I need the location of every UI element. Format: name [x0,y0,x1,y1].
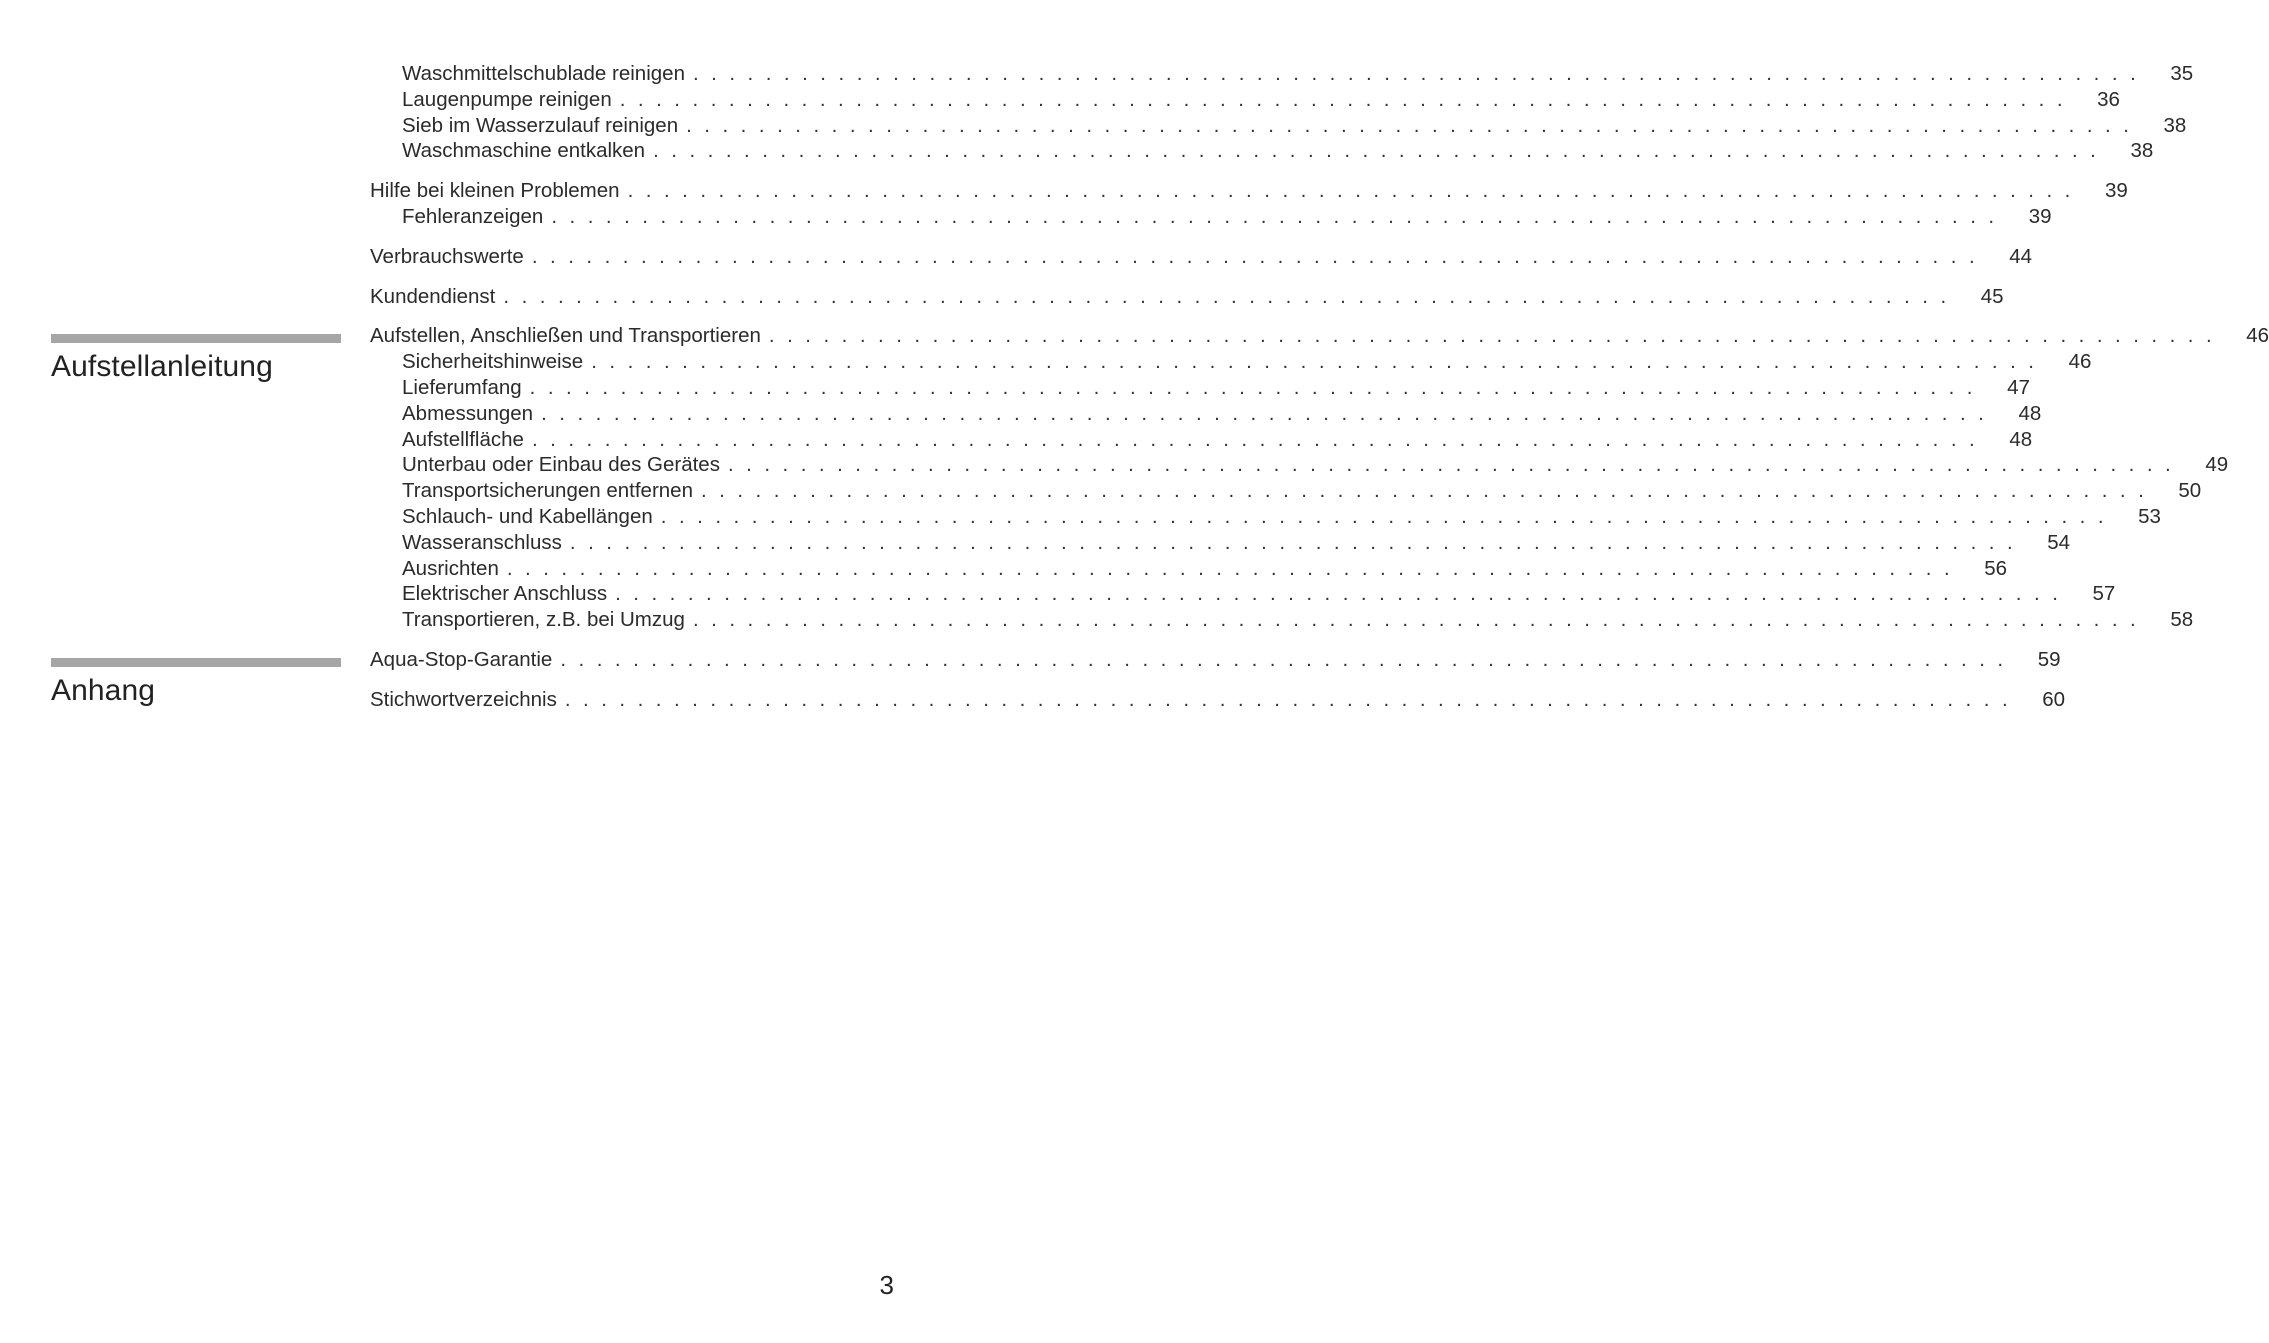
toc-entry-label: Aufstellen, Anschließen und Transportieren [370,324,761,348]
toc-entry-page: 59 [2037,647,2061,671]
toc-dot-leader: . . . . . . . . . . . . . . . . . . . . . . . . . . . . . . . . . . . . . . . . . . . . . . . . . . . . . . . . . . . . . . . . . . . . . . . . . . . . . . . . [619,87,2066,111]
toc-dot-leader: . . . . . . . . . . . . . . . . . . . . . . . . . . . . . . . . . . . . . . . . . . . . . . . . . . . . . . . . . . . . . . . . . . . . . . . . . . . . . . . . [768,324,2216,348]
toc-entry[interactable] [370,530,2071,556]
toc-entry-page: 44 [2009,244,2033,268]
toc-entry[interactable] [370,349,2092,375]
toc-dot-leader: . . . . . . . . . . . . . . . . . . . . . . . . . . . . . . . . . . . . . . . . . . . . . . . . . . . . . . . . . . . . . . . . . . . . . . . . . . . . . . . . [591,350,2038,374]
toc-entry-page: 48 [2018,401,2042,425]
toc-entry-label: Aqua-Stop-Garantie [370,647,553,671]
toc-entry-label: Ausrichten [402,556,499,580]
toc-entry[interactable] [370,204,2052,230]
toc-entry[interactable] [370,452,2229,478]
toc-entry-label: Hilfe bei kleinen Problemen [370,179,620,203]
toc-entry-page: 54 [2047,530,2071,554]
toc-entry[interactable] [370,581,2116,607]
toc-entry[interactable] [370,284,2004,310]
section-title: Anhang [51,674,156,707]
toc-dot-leader: . . . . . . . . . . . . . . . . . . . . . . . . . . . . . . . . . . . . . . . . . . . . . . . . . . . . . . . . . . . . . . . . . . . . . . . . . . . . . . . . [551,204,1998,228]
toc-dot-leader: . . . . . . . . . . . . . . . . . . . . . . . . . . . . . . . . . . . . . . . . . . . . . . . . . . . . . . . . . . . . . . . . . . . . . . . . . . . . . . . . [627,179,2074,203]
toc-entry-page: 39 [2104,179,2128,203]
toc-entry[interactable] [370,687,2066,713]
toc-dot-leader: . . . . . . . . . . . . . . . . . . . . . . . . . . . . . . . . . . . . . . . . . . . . . . . . . . . . . . . . . . . . . . . . . . . . . . . . . . . . . . . . [653,139,2100,163]
toc-entry-label: Sicherheitshinweise [402,350,584,374]
toc-group [370,244,2033,270]
section-bar [51,334,341,343]
toc-entry-page: 50 [2178,479,2202,503]
toc-entry-page: 56 [1984,556,2008,580]
toc-entry-label: Fehleranzeigen [402,204,544,228]
toc-group [370,687,2066,713]
toc-entry[interactable] [370,647,2061,673]
toc-entry-page: 36 [2097,87,2120,111]
toc-entry-label: Waschmittelschublade reinigen [402,62,685,85]
toc-entry[interactable] [370,375,2030,401]
table-of-contents [370,61,2269,727]
toc-entry-label: Verbrauchswerte [370,244,524,268]
toc-entry-page: 35 [2170,62,2194,85]
toc-entry-label: Wasseranschluss [402,530,562,554]
toc-entry-page: 60 [2042,687,2066,711]
toc-entry-page: 49 [2205,453,2229,477]
toc-entry-label: Abmessungen [402,401,534,425]
toc-dot-leader: . . . . . . . . . . . . . . . . . . . . . . . . . . . . . . . . . . . . . . . . . . . . . . . . . . . . . . . . . . . . . . . . . . . . . . . . . . . . . . . . [560,647,2007,671]
toc-entry-label: Aufstellfläche [402,427,524,451]
toc-dot-leader: . . . . . . . . . . . . . . . . . . . . . . . . . . . . . . . . . . . . . . . . . . . . . . . . . . . . . . . . . . . . . . . . . . . . . . . . . . . . . . . . [503,284,1950,308]
toc-entry-label: Waschmaschine entkalken [402,139,646,163]
toc-entry[interactable] [370,178,2128,204]
toc-group [370,323,2269,633]
toc-entry[interactable] [370,244,2033,270]
section-bar [51,658,341,667]
toc-group [370,647,2061,673]
toc-dot-leader: . . . . . . . . . . . . . . . . . . . . . . . . . . . . . . . . . . . . . . . . . . . . . . . . . . . . . . . . . . . . . . . . . . . . . . . . . . . . . . . . [727,453,2175,477]
toc-dot-leader: . . . . . . . . . . . . . . . . . . . . . . . . . . . . . . . . . . . . . . . . . . . . . . . . . . . . . . . . . . . . . . . . . . . . . . . . . . . . . . . . [531,427,1979,451]
toc-entry-page: 45 [1980,284,2004,308]
toc-entry-page: 57 [2092,582,2116,606]
toc-group [370,284,2004,310]
toc-entry[interactable] [370,427,2033,453]
toc-dot-leader: . . . . . . . . . . . . . . . . . . . . . . . . . . . . . . . . . . . . . . . . . . . . . . . . . . . . . . . . . . . . . . . . . . . . . . . . . . . . . . . . [686,113,2133,137]
toc-entry-page: 38 [2130,139,2154,163]
section-heading-anhang [51,658,341,708]
toc-dot-leader: . . . . . . . . . . . . . . . . . . . . . . . . . . . . . . . . . . . . . . . . . . . . . . . . . . . . . . . . . . . . . . . . . . . . . . . . . . . . . . . . [531,244,1979,268]
section-title: Aufstellanleitung [51,350,273,383]
toc-entry[interactable] [370,61,2194,87]
toc-entry-page: 58 [2170,608,2194,632]
toc-entry[interactable] [370,113,2187,139]
toc-dot-leader: . . . . . . . . . . . . . . . . . . . . . . . . . . . . . . . . . . . . . . . . . . . . . . . . . . . . . . . . . . . . . . . . . . . . . . . . . . . . . . . . [564,687,2012,711]
toc-entry-label: Lieferumfang [402,375,522,399]
toc-entry-page: 53 [2138,504,2161,528]
toc-dot-leader: . . . . . . . . . . . . . . . . . . . . . . . . . . . . . . . . . . . . . . . . . . . . . . . . . . . . . . . . . . . . . . . . . . . . . . . . . . . . . . . . [660,504,2107,528]
toc-entry-label: Kundendienst [370,284,496,308]
toc-entry[interactable] [370,401,2042,427]
toc-entry-label: Sieb im Wasserzulauf reinigen [402,113,679,137]
toc-entry-label: Transportieren, z.B. bei Umzug [402,608,685,632]
toc-dot-leader: . . . . . . . . . . . . . . . . . . . . . . . . . . . . . . . . . . . . . . . . . . . . . . . . . . . . . . . . . . . . . . . . . . . . . . . . . . . . . . . . [615,582,2062,606]
toc-dot-leader: . . . . . . . . . . . . . . . . . . . . . . . . . . . . . . . . . . . . . . . . . . . . . . . . . . . . . . . . . . . . . . . . . . . . . . . . . . . . . . . . [506,556,1954,580]
toc-entry[interactable] [370,556,2008,582]
toc-entry-page: 47 [2007,375,2030,399]
toc-entry[interactable] [370,607,2194,633]
toc-dot-leader: . . . . . . . . . . . . . . . . . . . . . . . . . . . . . . . . . . . . . . . . . . . . . . . . . . . . . . . . . . . . . . . . . . . . . . . . . . . . . . . . [692,608,2140,632]
toc-entry[interactable] [370,504,2161,530]
toc-entry[interactable] [370,478,2202,504]
toc-entry-label: Transportsicherungen entfernen [402,479,693,503]
toc-entry-page: 38 [2163,113,2187,137]
toc-entry[interactable] [370,138,2154,164]
toc-entry[interactable] [370,323,2269,349]
toc-dot-leader: . . . . . . . . . . . . . . . . . . . . . . . . . . . . . . . . . . . . . . . . . . . . . . . . . . . . . . . . . . . . . . . . . . . . . . . . . . . . . . . . [692,62,2140,85]
toc-entry-label: Unterbau oder Einbau des Gerätes [402,453,720,477]
toc-entry-page: 46 [2246,324,2269,348]
toc-entry-label: Laugenpumpe reinigen [402,87,612,111]
toc-entry[interactable] [370,87,2120,113]
page-number: 3 [879,1270,894,1300]
toc-entry-page: 39 [2028,204,2052,228]
toc-dot-leader: . . . . . . . . . . . . . . . . . . . . . . . . . . . . . . . . . . . . . . . . . . . . . . . . . . . . . . . . . . . . . . . . . . . . . . . . . . . . . . . . [529,375,1976,399]
toc-group [370,178,2128,230]
toc-dot-leader: . . . . . . . . . . . . . . . . . . . . . . . . . . . . . . . . . . . . . . . . . . . . . . . . . . . . . . . . . . . . . . . . . . . . . . . . . . . . . . . . [541,401,1988,425]
toc-entry-page: 48 [2009,427,2033,451]
toc-entry-label: Stichwortverzeichnis [370,687,557,711]
section-heading-aufstellanleitung [51,334,341,384]
toc-entry-label: Schlauch- und Kabellängen [402,504,653,528]
toc-group [370,61,2194,164]
toc-dot-leader: . . . . . . . . . . . . . . . . . . . . . . . . . . . . . . . . . . . . . . . . . . . . . . . . . . . . . . . . . . . . . . . . . . . . . . . . . . . . . . . . [569,530,2017,554]
toc-dot-leader: . . . . . . . . . . . . . . . . . . . . . . . . . . . . . . . . . . . . . . . . . . . . . . . . . . . . . . . . . . . . . . . . . . . . . . . . . . . . . . . . [700,479,2148,503]
toc-entry-label: Elektrischer Anschluss [402,582,608,606]
toc-entry-page: 46 [2068,350,2092,374]
